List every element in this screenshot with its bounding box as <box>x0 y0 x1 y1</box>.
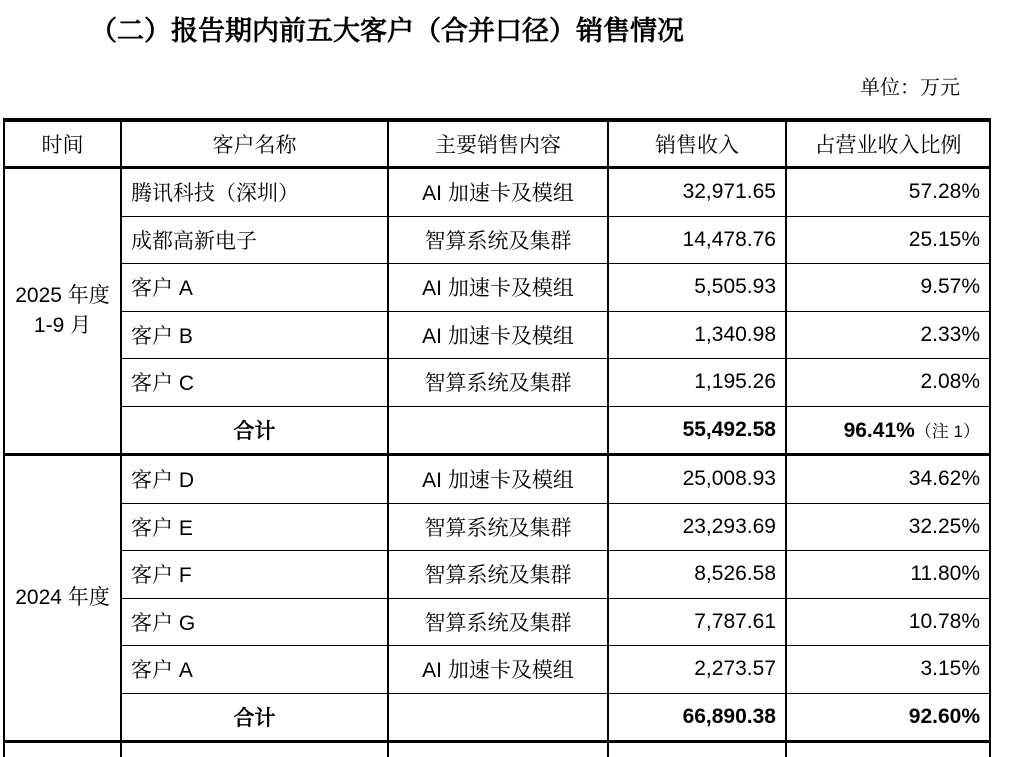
table-row <box>4 646 990 694</box>
customer-cell: 客户 F <box>121 551 388 599</box>
ratio-cell: 9.57% <box>786 264 990 312</box>
ratio-cell: 32.25% <box>786 503 990 551</box>
revenue-cell: 5,505.93 <box>608 264 786 312</box>
content-cell: 智算系统及集群 <box>388 598 608 646</box>
customer-cell: 客户 A <box>121 264 388 312</box>
total-revenue-cell: 66,890.38 <box>608 693 786 742</box>
customer-cell: 客户 B <box>121 311 388 359</box>
col-header-content: 主要销售内容 <box>388 120 608 168</box>
content-cell: 智算系统及集群 <box>388 503 608 551</box>
content-cell-empty <box>388 406 608 455</box>
customer-cell: 客户 G <box>121 598 388 646</box>
revenue-cell: 1,195.26 <box>608 359 786 407</box>
ratio-cell: 2.08% <box>786 359 990 407</box>
content-cell: AI 加速卡及模组 <box>388 168 608 217</box>
table-row <box>4 168 990 217</box>
section-title: （二）报告期内前五大客户（合并口径）销售情况 <box>90 16 684 46</box>
ratio-cell: 2.33% <box>786 311 990 359</box>
customer-cell: 成都高新电子 <box>121 216 388 264</box>
revenue-cell: 23,293.69 <box>608 503 786 551</box>
clipped-cell <box>388 742 608 757</box>
table-row <box>4 359 990 407</box>
customer-cell: 客户 C <box>121 359 388 407</box>
col-header-customer: 客户名称 <box>121 120 388 168</box>
total-ratio-cell <box>786 406 990 455</box>
ratio-footnote: （注 1） <box>914 421 980 441</box>
ratio-cell: 3.15% <box>786 646 990 694</box>
total-row-2025 <box>4 406 990 455</box>
period-line1: 2025 年度 <box>15 283 110 307</box>
revenue-cell: 14,478.76 <box>608 216 786 264</box>
clipped-cell <box>4 742 121 757</box>
period-line2: 1-9 月 <box>33 314 92 337</box>
table-row <box>4 264 990 312</box>
unit-label: 单位：万元 <box>860 77 960 99</box>
total-label: 合计 <box>121 693 388 742</box>
content-cell: AI 加速卡及模组 <box>388 264 608 312</box>
total-row-2024 <box>4 693 990 742</box>
content-cell: 智算系统及集群 <box>388 216 608 264</box>
clipped-cell <box>121 742 388 757</box>
table-row <box>4 551 990 599</box>
period-cell-2025 <box>4 168 121 455</box>
total-label: 合计 <box>121 406 388 455</box>
clipped-row <box>4 742 990 757</box>
revenue-cell: 32,971.65 <box>608 168 786 217</box>
revenue-cell: 8,526.58 <box>608 551 786 599</box>
content-cell-empty <box>388 693 608 742</box>
col-header-revenue: 销售收入 <box>608 120 786 168</box>
ratio-cell: 57.28% <box>786 168 990 217</box>
clipped-cell <box>786 742 990 757</box>
ratio-cell: 25.15% <box>786 216 990 264</box>
table-row <box>4 216 990 264</box>
period-cell-2024 <box>4 455 121 742</box>
customer-cell: 腾讯科技（深圳） <box>121 168 388 217</box>
content-cell: AI 加速卡及模组 <box>388 311 608 359</box>
header-row <box>4 120 990 168</box>
revenue-cell: 25,008.93 <box>608 455 786 504</box>
customer-cell: 客户 A <box>121 646 388 694</box>
ratio-cell: 11.80% <box>786 551 990 599</box>
content-cell: 智算系统及集群 <box>388 551 608 599</box>
revenue-cell: 2,273.57 <box>608 646 786 694</box>
total-ratio-value: 96.41% <box>843 418 915 442</box>
content-cell: AI 加速卡及模组 <box>388 455 608 504</box>
col-header-time: 时间 <box>4 120 121 168</box>
customer-cell: 客户 E <box>121 503 388 551</box>
table-row <box>4 311 990 359</box>
table-row <box>4 455 990 504</box>
content-cell: 智算系统及集群 <box>388 359 608 407</box>
table-row <box>4 503 990 551</box>
period-line1: 2024 年度 <box>15 585 110 609</box>
content-cell: AI 加速卡及模组 <box>388 646 608 694</box>
total-revenue-cell: 55,492.58 <box>608 406 786 455</box>
clipped-cell <box>608 742 786 757</box>
table-row <box>4 598 990 646</box>
ratio-cell: 10.78% <box>786 598 990 646</box>
total-ratio-value: 92.60% <box>908 704 980 728</box>
customer-cell: 客户 D <box>121 455 388 504</box>
total-ratio-cell <box>786 693 990 742</box>
col-header-ratio: 占营业收入比例 <box>786 120 990 168</box>
revenue-cell: 7,787.61 <box>608 598 786 646</box>
top-customers-table <box>3 118 991 757</box>
revenue-cell: 1,340.98 <box>608 311 786 359</box>
ratio-cell: 34.62% <box>786 455 990 504</box>
